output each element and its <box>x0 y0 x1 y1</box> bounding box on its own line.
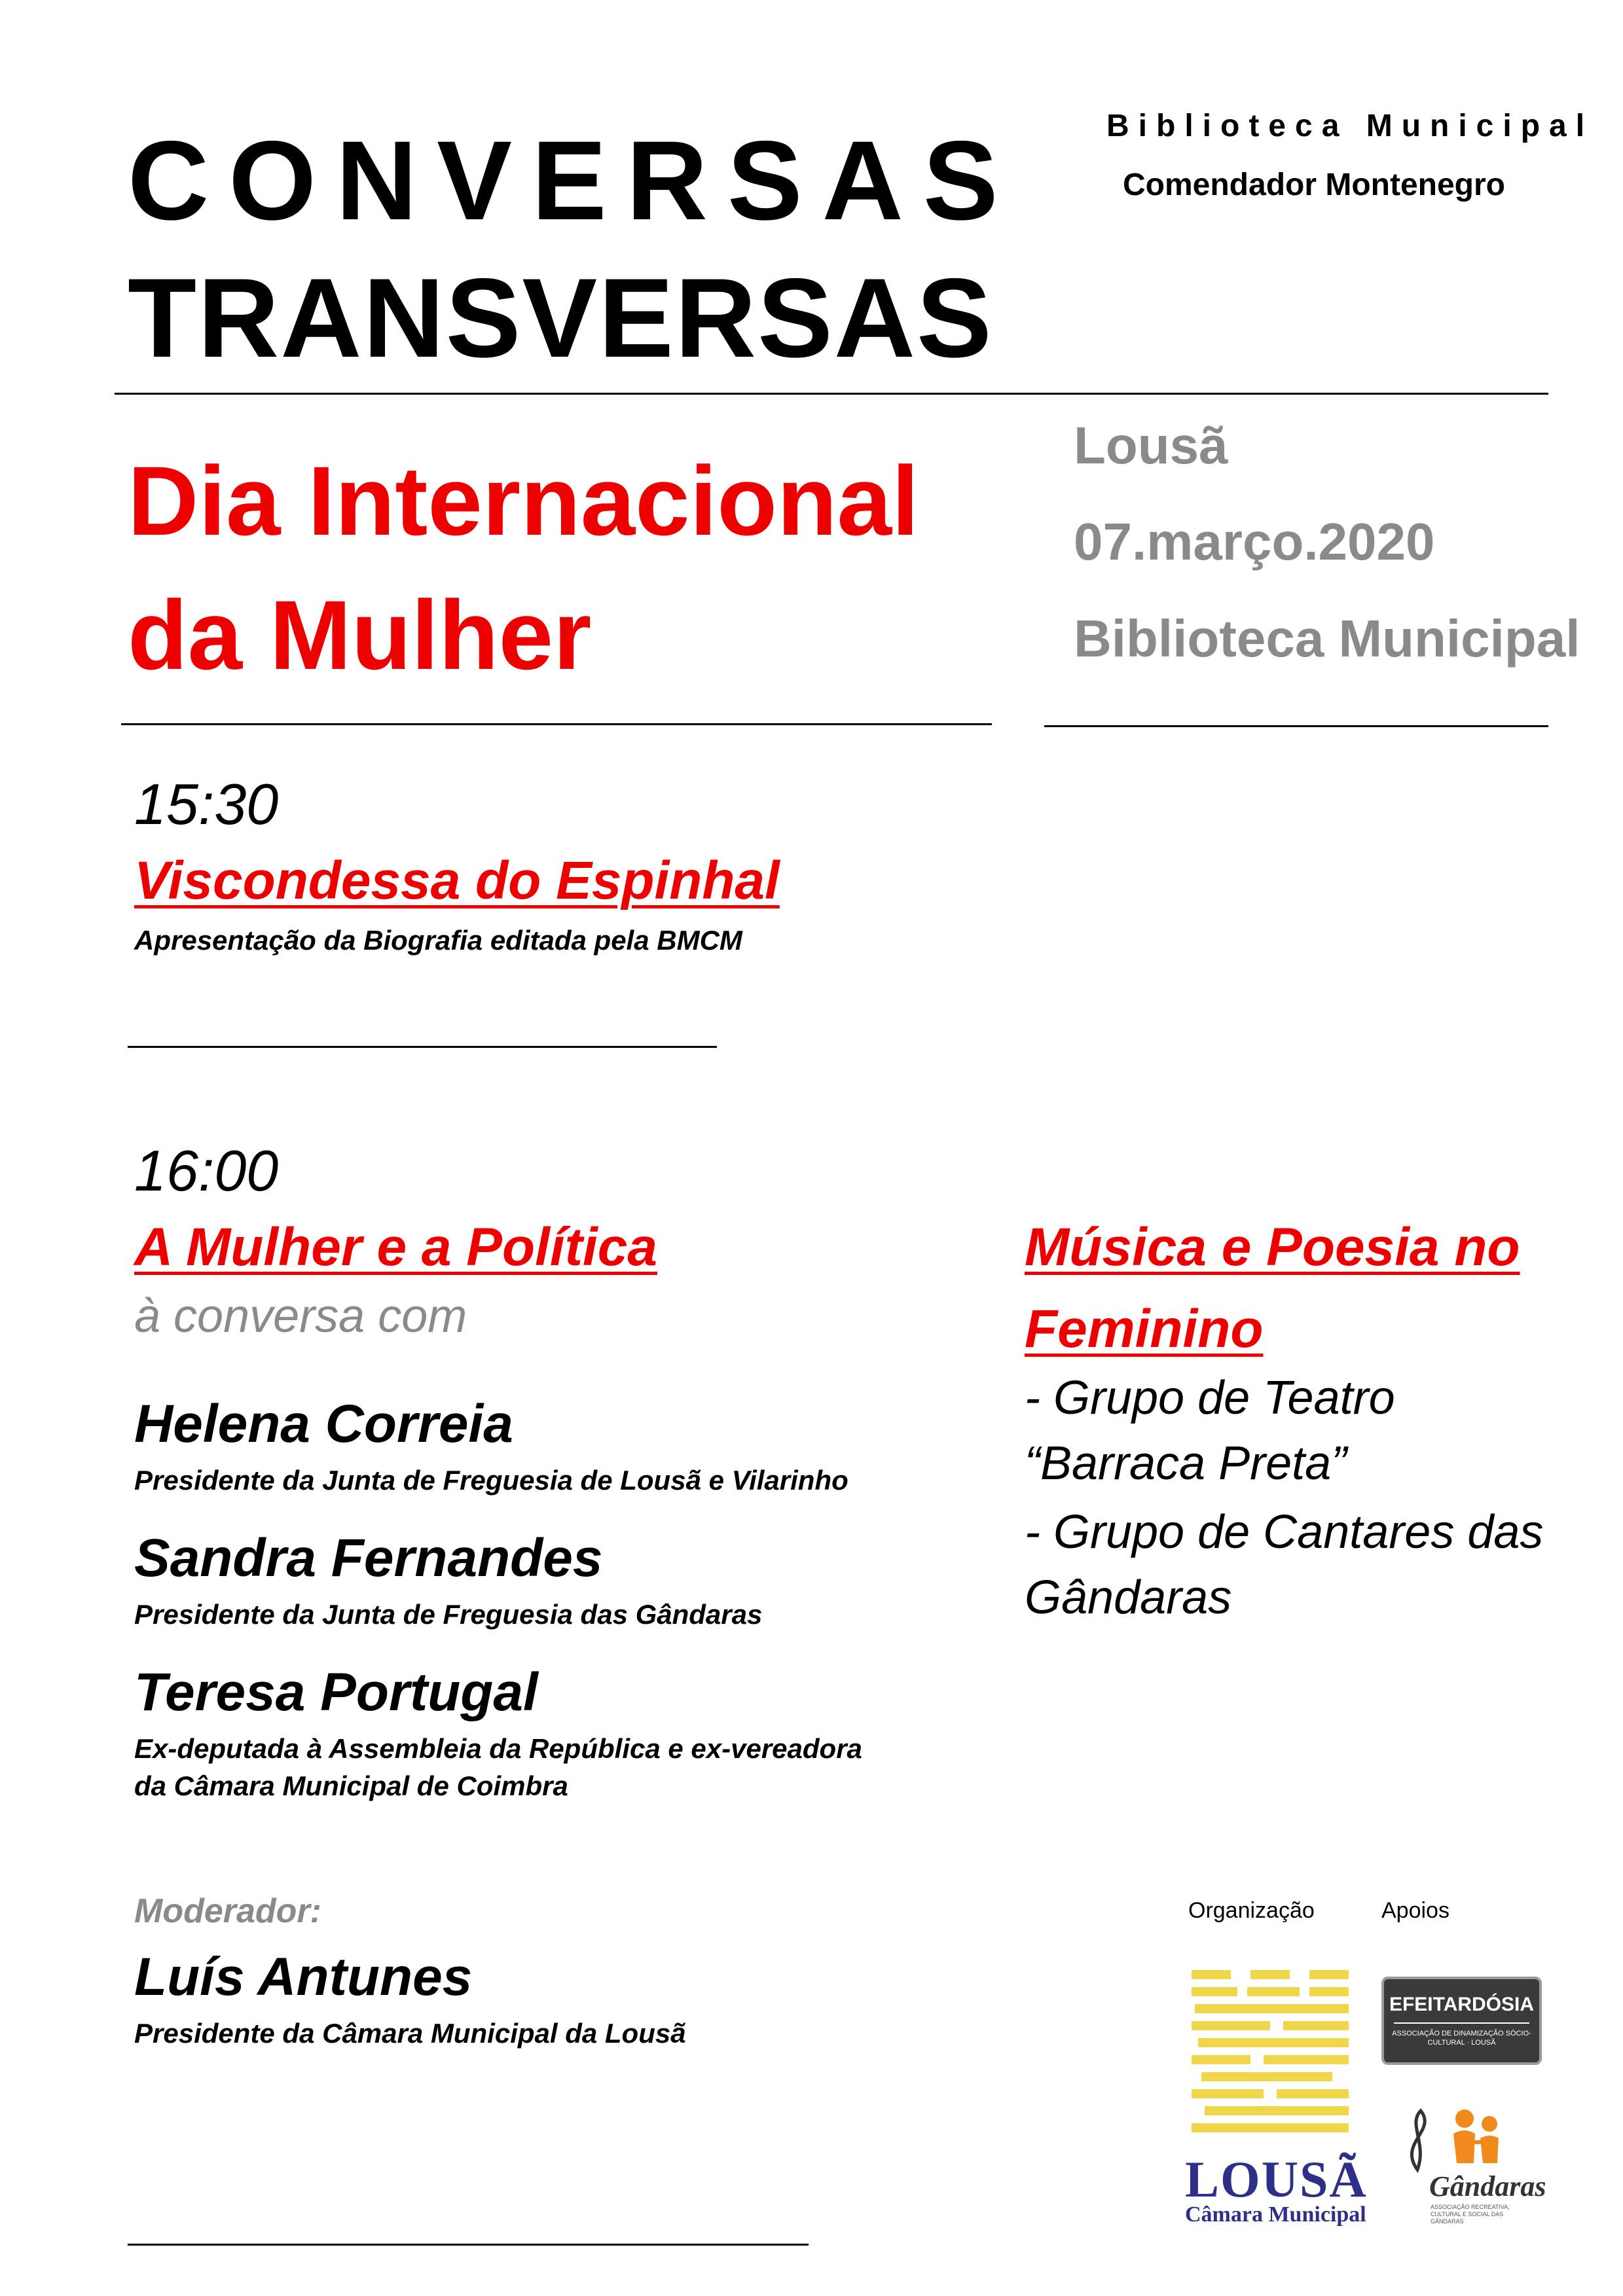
event-date: 07.março.2020 <box>1074 512 1435 571</box>
efeitardosia-logo-subtitle: ASSOCIAÇÃO DE DINAMIZAÇÃO SÓCIO-CULTURAL · LOUSÃ <box>1392 2030 1531 2047</box>
session2-time: 16:00 <box>134 1138 279 1203</box>
speaker-name: Helena Correia <box>134 1394 513 1454</box>
lousa-logo-subtitle: Câmara Municipal <box>1185 2202 1366 2227</box>
lousa-stripes-icon <box>1185 1964 1362 2150</box>
event-venue: Biblioteca Municipal <box>1074 609 1580 668</box>
event-place: Lousã <box>1074 416 1228 475</box>
music-item: Gândaras <box>1025 1571 1232 1624</box>
speaker-role: Presidente da Junta de Freguesia das Gândaras <box>134 1599 763 1630</box>
gandaras-logo-subtitle: ASSOCIAÇÃO RECREATIVA, CULTURAL E SOCIAL DAS GÂNDARAS <box>1431 2204 1510 2225</box>
event-title-line1: Dia Internacional <box>128 446 919 556</box>
session2-intro: à conversa com <box>134 1290 467 1342</box>
lousa-logo-word: LOUSÃ <box>1185 2151 1368 2208</box>
series-title-line2: TRANSVERSAS <box>128 255 993 381</box>
library-name-line1: Biblioteca Municipal <box>1106 109 1594 143</box>
event-divider-left <box>121 723 992 725</box>
organization-label: Organização <box>1188 1898 1315 1923</box>
lousa-municipality-logo <box>1185 1964 1368 2227</box>
event-divider-right <box>1044 725 1548 727</box>
session1-divider <box>128 1046 717 1048</box>
library-name-line2: Comendador Montenegro <box>1123 168 1505 202</box>
moderator-label: Moderador: <box>134 1892 321 1930</box>
moderator-name: Luís Antunes <box>134 1947 473 2007</box>
header-divider <box>115 393 1548 395</box>
music-title-line1: Música e Poesia no <box>1025 1217 1520 1277</box>
support-label: Apoios <box>1381 1898 1450 1923</box>
session1-title: Viscondessa do Espinhal <box>134 851 780 910</box>
speaker-role: da Câmara Municipal de Coimbra <box>134 1770 568 1801</box>
speaker-role: Ex-deputada à Assembleia da República e ex-vereadora <box>134 1733 862 1764</box>
footer-divider <box>128 2244 809 2246</box>
series-title-line1: CONVERSAS <box>128 118 1018 243</box>
music-title-line2: Feminino <box>1025 1299 1264 1359</box>
event-title-line2: da Mulher <box>128 580 592 690</box>
session1-subtitle: Apresentação da Biografia editada pela BMCM <box>134 925 742 956</box>
music-item: “Barraca Preta” <box>1025 1437 1347 1490</box>
gandaras-logo-word: Gândaras <box>1429 2170 1546 2202</box>
session1-time: 15:30 <box>134 772 279 836</box>
moderator-role: Presidente da Câmara Municipal da Lousã <box>134 2018 686 2049</box>
speaker-name: Teresa Portugal <box>134 1662 538 1722</box>
music-item: - Grupo de Cantares das <box>1025 1506 1544 1558</box>
efeitardosia-logo <box>1381 1977 1542 2065</box>
efeitardosia-logo-word: EFEITARDÓSIA <box>1389 1994 1535 2015</box>
music-item: - Grupo de Teatro <box>1025 1372 1395 1424</box>
speaker-role: Presidente da Junta de Freguesia de Lousã e Vilarinho <box>134 1465 848 1496</box>
gandaras-figures-icon <box>1391 2104 1542 2176</box>
gandaras-logo <box>1391 2104 1546 2229</box>
session2-title: A Mulher e a Política <box>134 1217 657 1277</box>
efeitardosia-logo-line <box>1394 2022 1529 2024</box>
speaker-name: Sandra Fernandes <box>134 1528 603 1588</box>
